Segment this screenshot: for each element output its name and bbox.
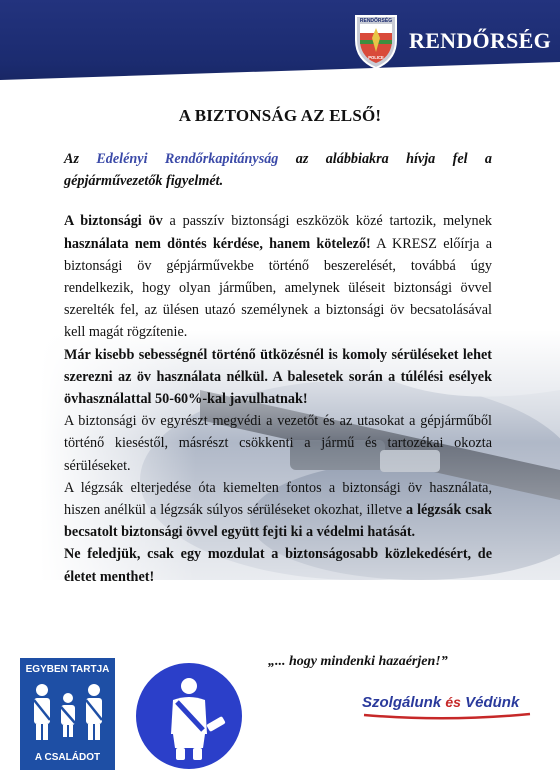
slogan-part-2: Védünk [465,694,520,711]
paragraph-seatbelt-rules [64,210,492,343]
slogan-swoosh [362,712,532,720]
document-title: A BIZTONSÁG AZ ELSŐ! [178,106,382,125]
seatbelt-sign-icon [133,660,245,772]
brand-name: RENDŐRSÉG [409,28,552,53]
police-crest-icon [352,10,400,70]
p1-text-2: A KRESZ előírja a biztonsági öv gépjárművekbe történő beszerelését, továbbá úgy rendelkezik, hogy olyan járműben, amelynek üléseit biztonsági övvel szerelték fel, az ülésen utazó személynek a biztonsági öv becsatolásával kell magát rögzítenie. [64,235,492,341]
closing-quote: „... hogy mindenki hazaérjen!” [268,654,448,669]
intro-paragraph [64,148,492,192]
family-icon [28,680,108,742]
p2-bold: Már kisebb sebességnél történő ütközésnél is komoly sérüléseket lehet szerezni az öv használata nélkül. A balesetek során a túlélési esélyek övhasználattal 50-60%-kal javulhatnak! [64,346,492,408]
slogan [362,694,519,711]
intro-post: az alábbiakra hívja fel a gépjárművezetők figyelmét. [64,151,492,190]
crest-bottom-text: POLICE [368,55,384,60]
spacer [64,200,492,210]
slogan-part-1: Szolgálunk [362,694,442,711]
intro-pre: Az [64,151,97,167]
p1-bold-1: A biztonsági öv [64,213,163,230]
paragraph-survival [64,344,492,411]
family-seatbelt-badge [20,658,115,770]
crest-top-text: RENDŐRSÉG [359,18,393,24]
header-banner [0,0,560,92]
badge-top-text: EGYBEN TARTJA [25,664,110,675]
p1-text-1: a passzív biztonsági eszközök közé tartozik, melynek [162,213,492,230]
p4-bold: a légzsák csak becsatolt biztonsági övvel együtt fejti ki a védelmi hatását. [64,502,492,541]
paragraph-closing-appeal [64,543,492,587]
document-body [64,148,492,588]
paragraph-protection: A biztonsági öv egyrészt megvédi a vezetőt és az utasokat a gépjárműből történő kieséstől, másrészt csökkenti a jármű és tartozékai okozta sérüléseket. [64,413,492,474]
paragraph-airbag [64,477,492,544]
p5-bold: Ne feledjük, csak egy mozdulat a biztonságosabb közlekedésért, de életet menthet! [64,546,492,585]
p1-bold-2: használata nem döntés kérdése, hanem kötelező! [64,235,371,252]
badge-bottom-text: A CSALÁDOT [34,752,101,763]
slogan-and: és [445,694,461,710]
header-wave [0,62,560,92]
intro-organization: Edelényi Rendőrkapitányság [96,151,279,167]
p4-text: A légzsák elterjedése óta kiemelten fontos a biztonsági öv használata, hiszen anélkül a légzsák súlyos sérüléseket okozhat, illetve [64,479,492,519]
